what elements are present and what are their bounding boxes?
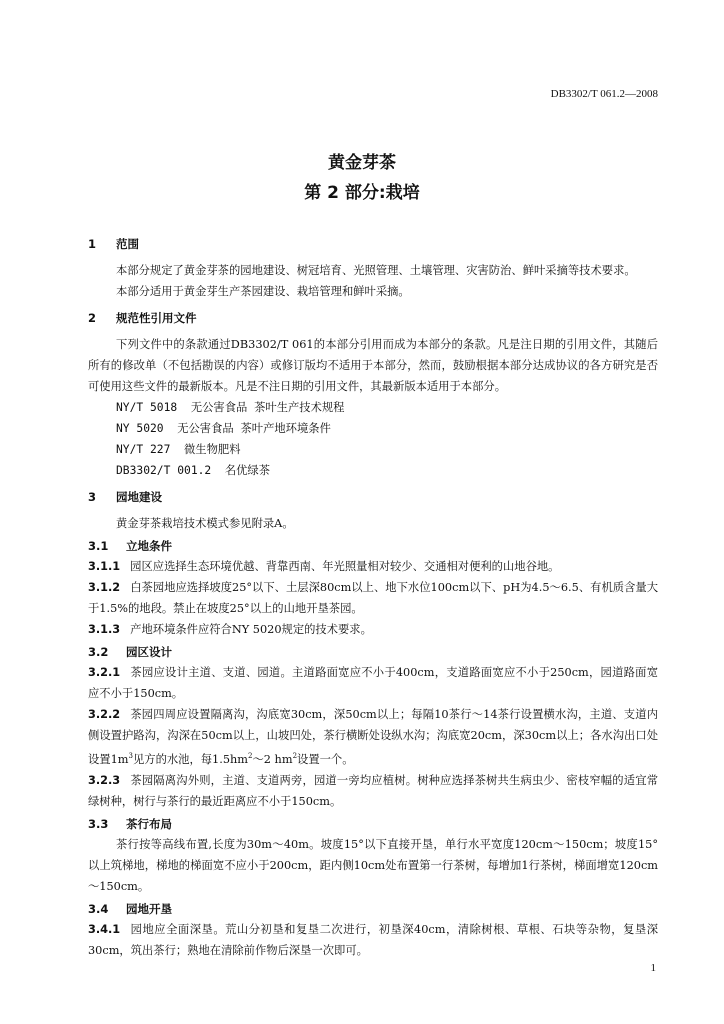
section-heading-garden-construction: 3 园地建设 [88, 490, 162, 504]
clause: 3.2.3 茶园隔离沟外则，主道、支道两旁，园道一旁均应植树。树种应选择茶树共生病虫少、密枝窄幅的适宜常绿树种，树行与茶行的最近距离应不小于150cm。 [88, 773, 658, 808]
paragraph: 本部分适用于黄金芽生产茶园建设、栽培管理和鲜叶采摘。 [116, 285, 410, 298]
reference-item: NY/T 227 微生物肥料 [116, 443, 241, 456]
document-subtitle: 第 2 部分:栽培 [304, 183, 420, 203]
subsection-heading: 3.2 园区设计 [88, 645, 172, 659]
clause: 3.1.2 白茶园地应选择坡度25°以下、土层深80cm以上、地下水位100cm以下、pH为4.5～6.5、有机质含量大于1.5%的地段。禁止在坡度25°以上的山地开垦茶园。 [88, 581, 658, 615]
paragraph: 本部分规定了黄金芽茶的园地建设、树冠培育、光照管理、土壤管理、灾害防治、鲜叶采摘等技术要求。 [116, 264, 636, 277]
clause: 3.1.1 园区应选择生态环境优越、背靠西南、年光照量相对较少、交通相对便利的山地谷地。 [88, 560, 560, 573]
clause: 3.1.3 产地环境条件应符合NY 5020规定的技术要求。 [88, 623, 372, 636]
reference-item: NY/T 5018 无公害食品 茶叶生产技术规程 [116, 401, 345, 414]
subsection-heading: 3.3 茶行布局 [88, 816, 172, 831]
document-body [88, 236, 658, 961]
subsection-heading: 3.4 园地开垦 [88, 901, 172, 916]
subsection-heading: 3.1 立地条件 [88, 539, 172, 553]
reference-item: NY 5020 无公害食品 茶叶产地环境条件 [116, 422, 331, 435]
clause: 3.4.1 园地应全面深垦。荒山分初垦和复垦二次进行，初垦深40cm，清除树根、草根、石块等杂物，复垦深30cm，筑出茶行；熟地在清除前作物后深垦一次即可。 [88, 922, 658, 957]
document-code: DB3302/T 061.2—2008 [550, 88, 658, 100]
paragraph: 下列文件中的条款通过DB3302/T 061的本部分引用而成为本部分的条款。凡是注日期的引用文件，其随后所有的修改单（不包括勘误的内容）或修订版均不适用于本部分，然而，鼓励根据本部分达成协议的各方研究是否可使用这些文件的最新版本。凡是不注日期的引用文件，其最新版本适用于本部分。 [88, 338, 658, 393]
paragraph: 茶行按等高线布置,长度为30m～40m。坡度15°以下直接开垦，单行水平宽度120cm～150cm；坡度15°以上筑梯地，梯地的梯面宽不应小于200cm，距内侧10cm处布置第一行茶树，每增加1行茶树，梯面增宽120cm～150cm。 [88, 837, 658, 893]
clause: 3.2.2 茶园四周应设置隔离沟，沟底宽30cm，深50cm以上；每隔10茶行～14茶行设置横水沟，主道、支道内侧设置护路沟，沟深在50cm以上，山坡凹处，茶行横断处设纵水沟；沟底宽20cm，深30cm以上；各水沟出口处设置$1m^3$见方的水池，每$1.5hm^2\sim 2$ $hm^2$设置一个。 [88, 708, 658, 766]
document-title: 黄金芽茶 [328, 153, 396, 173]
reference-item: DB3302/T 001.2 名优绿茶 [116, 464, 271, 477]
clause: 3.2.1 茶园应设计主道、支道、园道。主道路面宽应不小于400cm，支道路面宽应不小于250cm，园道路面宽应不小于150cm。 [88, 666, 658, 700]
paragraph: 黄金芽茶栽培技术模式参见附录A。 [116, 517, 294, 530]
section-heading-scope: 1 范围 [88, 237, 139, 251]
section-heading-normative-references: 2 规范性引用文件 [88, 311, 197, 325]
page-number: 1 [650, 962, 656, 974]
